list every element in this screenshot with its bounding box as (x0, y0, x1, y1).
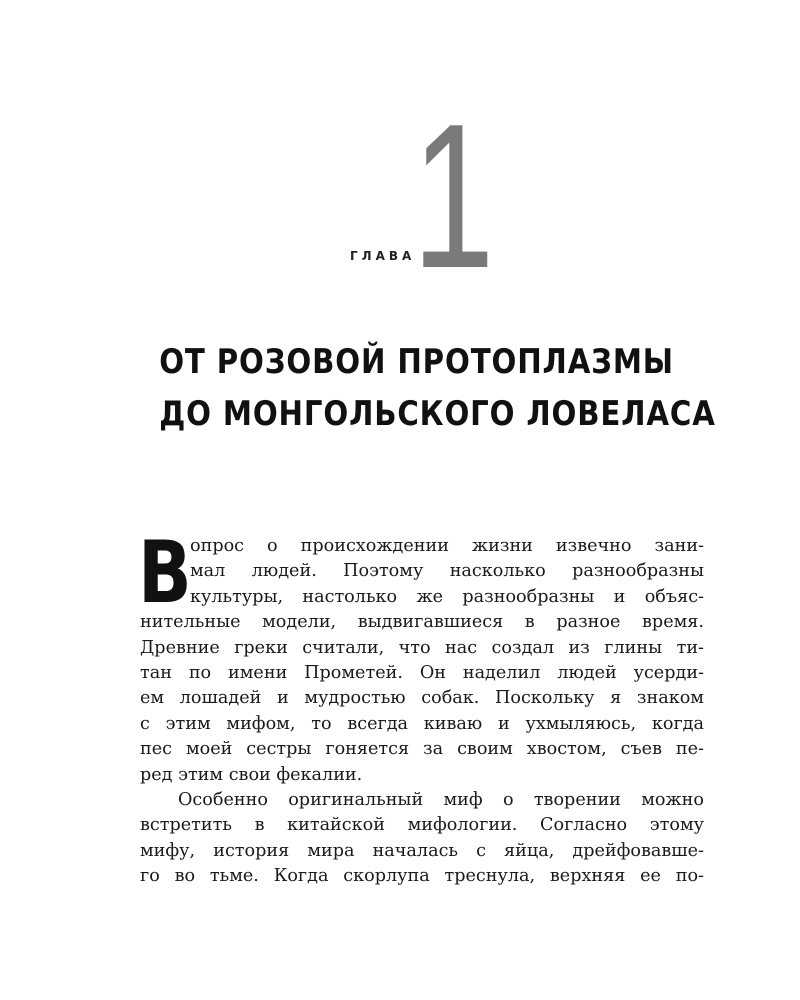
text-line: встретить в китайской мифологии. Согласно этому (140, 815, 704, 836)
text-line: нительные модели, выдвигавшиеся в разное время. (140, 612, 704, 633)
paragraph-2 (140, 788, 704, 890)
text-line: тан по имени Прометей. Он наделил людей усерди- (140, 663, 704, 684)
chapter-label: ГЛАВА (350, 249, 416, 263)
text-line: культуры, настолько же разнообразны и объяс- (190, 586, 704, 607)
chapter-title-line-2: ДО МОНГОЛЬСКОГО ЛОВЕЛАСА (159, 394, 716, 434)
text-line: ред этим свои фекалии. (140, 764, 363, 785)
text-line: мифу, история мира началась с яйца, дрейфовавше- (140, 840, 704, 861)
text-line: Особенно оригинальный миф о творении можно (178, 790, 704, 811)
drop-cap: В (138, 523, 192, 623)
text-line: мал людей. Поэтому насколько разнообразны (190, 561, 704, 582)
text-line: го во тьме. Когда скорлупа треснула, верхняя ее по- (140, 866, 704, 887)
text-line: Древние греки считали, что нас создал из глины ти- (140, 637, 704, 658)
text-line: с этим мифом, то всегда киваю и ухмыляюсь, когда (140, 713, 704, 734)
body-text (138, 523, 704, 890)
text-line: опрос о происхождении жизни извечно зани- (190, 536, 704, 556)
paragraph-1 (138, 523, 704, 788)
text-line: пес моей сестры гоняется за своим хвостом, съев пе- (140, 739, 704, 760)
chapter-title-line-1: ОТ РОЗОВОЙ ПРОТОПЛАЗМЫ (159, 342, 674, 382)
chapter-title (120, 336, 716, 440)
text-line: ем лошадей и мудростью собак. Поскольку я знаком (140, 688, 704, 709)
chapter-number: 1 (412, 81, 495, 311)
